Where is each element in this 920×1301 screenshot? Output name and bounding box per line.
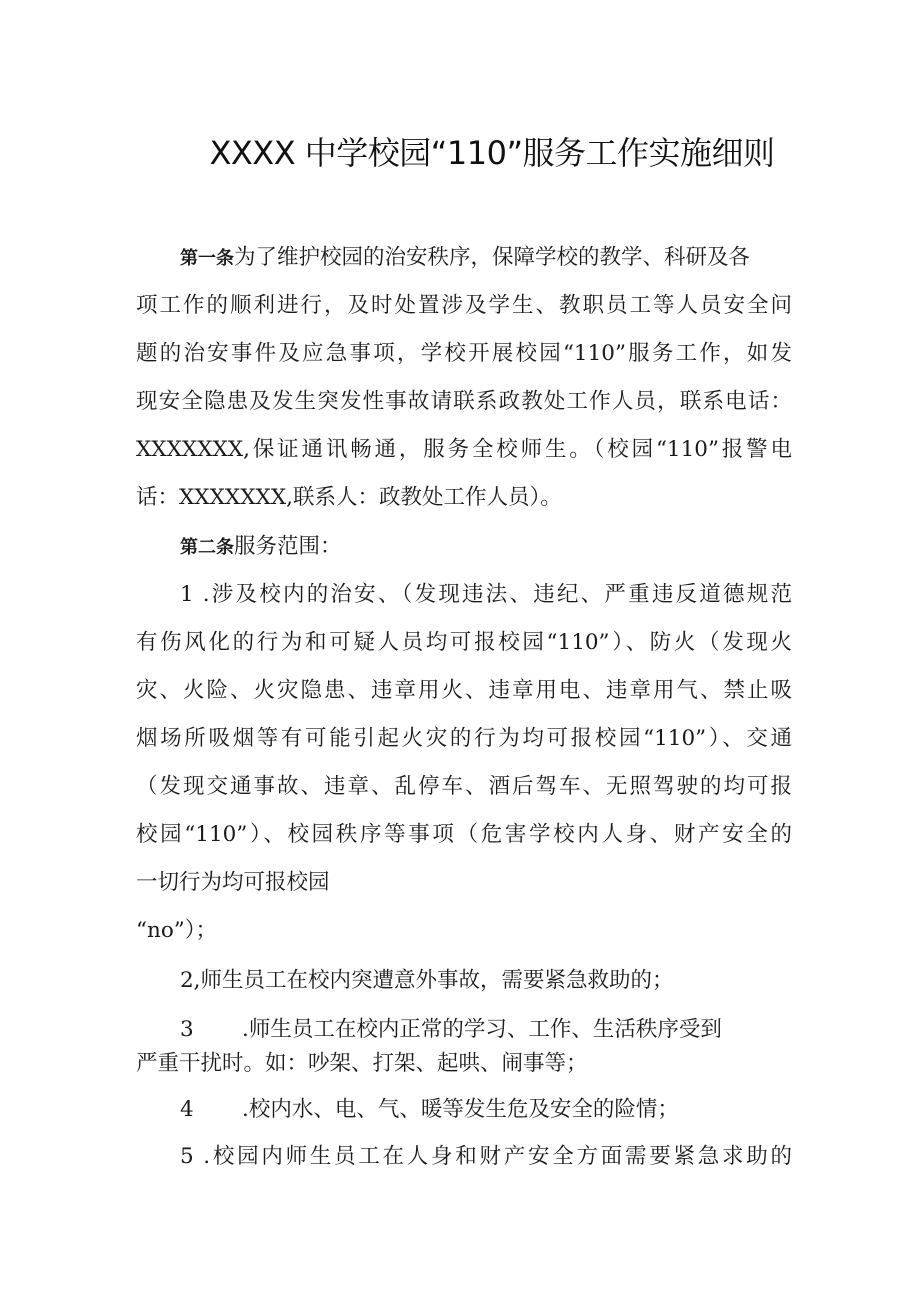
item3-text-1: .师生员工在校内正常的学习、工作、生活秩序受到 — [242, 1017, 722, 1042]
item3-line-1 — [180, 1015, 722, 1045]
item1-line-4: 烟场所吸烟等有可能引起火灾的行为均可报校园“110”）、交通 — [136, 726, 792, 751]
item4-line — [180, 1095, 679, 1125]
article1-line-5: XXXXXXX,保证通讯畅通，服务全校师生。（校园“110”报警电 — [136, 437, 792, 462]
article1-line-2: 项工作的顺利进行，及时处置涉及学生、教职员工等人员安全问 — [136, 293, 792, 318]
item4-text: .校内水、电、气、暖等发生危及安全的险情； — [242, 1097, 679, 1122]
item1-line-5: （发现交通事故、违章、乱停车、酒后驾车、无照驾驶的均可报 — [136, 774, 792, 799]
article1-line-6: 话：XXXXXXX,联系人：政教处工作人员）。 — [136, 485, 562, 510]
item3-number: 3 — [180, 1017, 194, 1042]
item3-line-2: 严重干扰时。如：吵架、打架、起哄、闹事等； — [136, 1051, 588, 1076]
item1-line-3: 灾、火险、火灾隐患、违章用火、违章用电、违章用气、禁止吸 — [136, 678, 792, 703]
item1-line-2: 有伤风化的行为和可疑人员均可报校园“110”）、防火（发现火 — [136, 630, 792, 655]
article2-label: 第二条 — [180, 537, 234, 558]
document-title: XXXX 中学校园“110”服务工作实施细则 — [209, 134, 775, 172]
item1-line-8: “no”）； — [136, 918, 218, 943]
item1-line-1: 1 .涉及校内的治安、（发现违法、违纪、严重违反道德规范 — [180, 582, 792, 607]
article1-text-1: 为了维护校园的治安秩序，保障学校的教学、科研及各 — [234, 245, 751, 270]
item4-number: 4 — [180, 1097, 194, 1122]
article1-label: 第一条 — [180, 248, 234, 269]
item5-line: 5 .校园内师生员工在人身和财产安全方面需要紧急求助的 — [180, 1144, 792, 1169]
article2-line — [180, 532, 342, 563]
item1-line-6: 校园“110”）、校园秩序等事项（危害学校内人身、财产安全的 — [136, 822, 792, 847]
article1-line-3: 题的治安事件及应急事项，学校开展校园“110”服务工作，如发 — [136, 341, 792, 366]
item2-line: 2,师生员工在校内突遭意外事故，需要紧急救助的； — [180, 968, 674, 993]
article1-line-4: 现安全隐患及发生突发性事故请联系政教处工作人员，联系电话： — [136, 389, 792, 414]
item1-line-7: 一切行为均可报校园 — [136, 870, 330, 895]
article2-text: 服务范围： — [234, 534, 342, 559]
article1-line-1 — [180, 243, 792, 274]
